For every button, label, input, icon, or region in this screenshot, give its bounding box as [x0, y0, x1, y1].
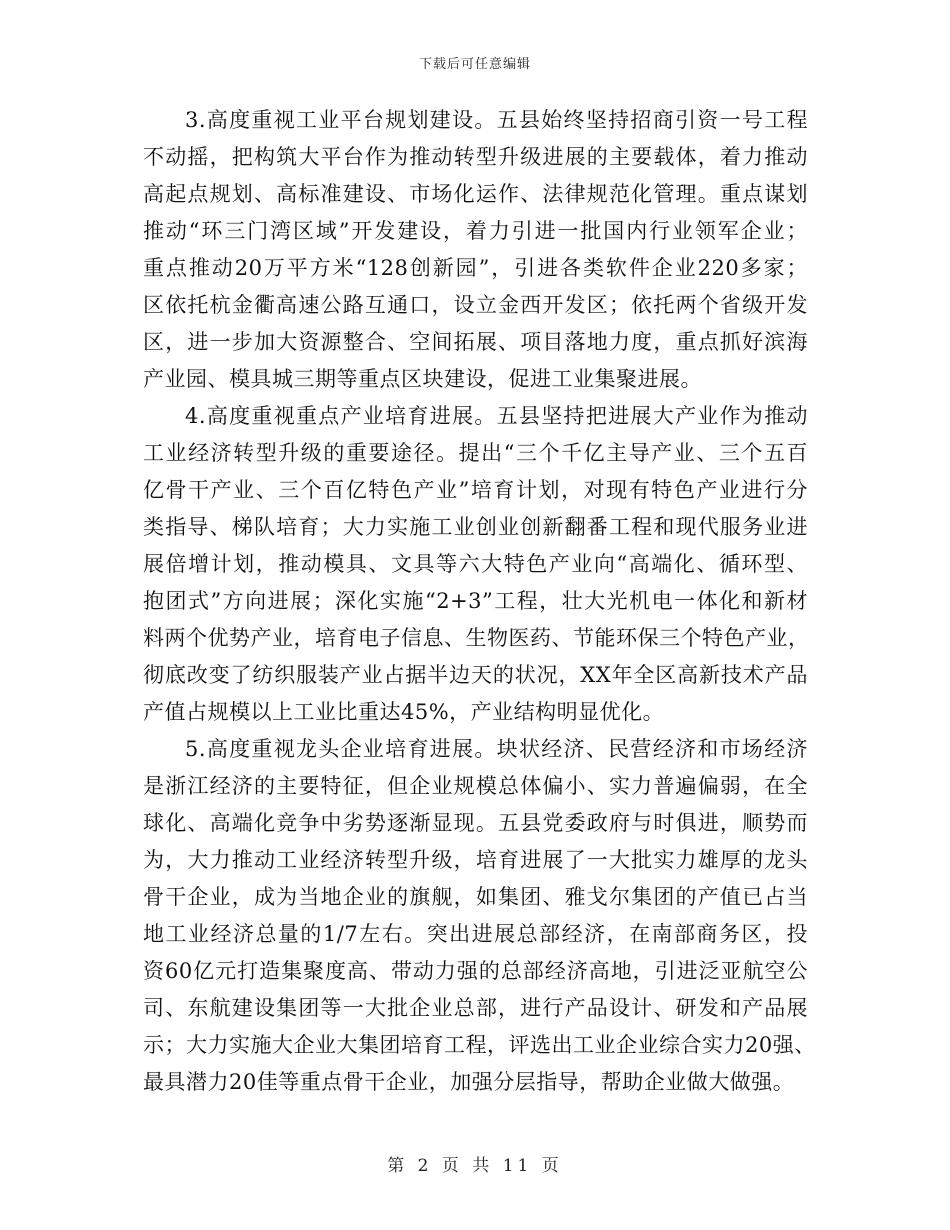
page-header: 下载后可任意编辑	[418, 57, 531, 72]
text-line: 不动摇，把构筑大平台作为推动转型升级进展的主要载体，着力推动	[143, 145, 808, 169]
text-line: 产值占规模以上工业比重达45%，产业结构明显优化。	[143, 700, 665, 724]
text-line: 推动“环三门湾区域”开发建设，着力引进一批国内行业领军企业；	[143, 219, 808, 243]
text-line: 球化、高端化竞争中劣势逐渐显现。五县党委政府与时俱进，顺势而	[143, 811, 808, 835]
text-line: 最具潜力20佳等重点骨干企业，加强分层指导，帮助企业做大做强。	[143, 1070, 795, 1094]
text-line: 高起点规划、高标准建设、市场化运作、法律规范化管理。重点谋划	[143, 182, 808, 206]
text-line: 资60亿元打造集聚度高、带动力强的总部经济高地，引进泛亚航空公	[143, 959, 808, 983]
text-line: 司、东航建设集团等一大批企业总部，进行产品设计、研发和产品展	[143, 996, 808, 1020]
text-line: 为，大力推动工业经济转型升级，培育进展了一大批实力雄厚的龙头	[143, 848, 808, 872]
text-line: 3.高度重视工业平台规划建设。五县始终坚持招商引资一号工程	[185, 108, 808, 132]
text-line: 料两个优势产业，培育电子信息、生物医药、节能环保三个特色产业，	[143, 626, 810, 650]
text-line: 工业经济转型升级的重要途径。提出“三个千亿主导产业、三个五百	[143, 441, 808, 465]
text-line: 示；大力实施大企业大集团培育工程，评选出工业企业综合实力20强、	[143, 1033, 816, 1057]
body-text	[143, 102, 816, 1101]
text-line: 重点推动20万平方米“128创新园”，引进各类软件企业220多家；	[143, 256, 808, 280]
paragraph-5	[143, 731, 816, 1101]
page-number: 第 2 页 共 11 页	[387, 1156, 563, 1176]
text-line: 5.高度重视龙头企业培育进展。块状经济、民营经济和市场经济	[185, 737, 808, 761]
text-line: 4.高度重视重点产业培育进展。五县坚持把进展大产业作为推动	[185, 404, 808, 428]
text-line: 骨干企业，成为当地企业的旗舰，如集团、雅戈尔集团的产值已占当	[143, 885, 808, 909]
text-line: 亿骨干产业、三个百亿特色产业”培育计划，对现有特色产业进行分	[143, 478, 808, 502]
text-line: 地工业经济总量的1/7左右。突出进展总部经济，在南部商务区，投	[143, 922, 808, 946]
text-line: 是浙江经济的主要特征，但企业规模总体偏小、实力普遍偏弱，在全	[143, 774, 808, 798]
text-line: 产业园、模具城三期等重点区块建设，促进工业集聚进展。	[143, 367, 702, 391]
text-line: 彻底改变了纺织服装产业占据半边天的状况，XX年全区高新技术产品	[143, 663, 808, 687]
text-line: 类指导、梯队培育；大力实施工业创业创新翻番工程和现代服务业进	[143, 515, 808, 539]
text-line: 抱团式”方向进展；深化实施“2+3”工程，壮大光机电一体化和新材	[143, 589, 808, 613]
text-line: 区，进一步加大资源整合、空间拓展、项目落地力度，重点抓好滨海	[143, 330, 808, 354]
text-line: 展倍增计划，推动模具、文具等六大特色产业向“高端化、循环型、	[143, 552, 808, 576]
paragraph-4	[143, 398, 808, 731]
text-line: 区依托杭金衢高速公路互通口，设立金西开发区；依托两个省级开发	[143, 293, 808, 317]
paragraph-3	[143, 102, 808, 398]
